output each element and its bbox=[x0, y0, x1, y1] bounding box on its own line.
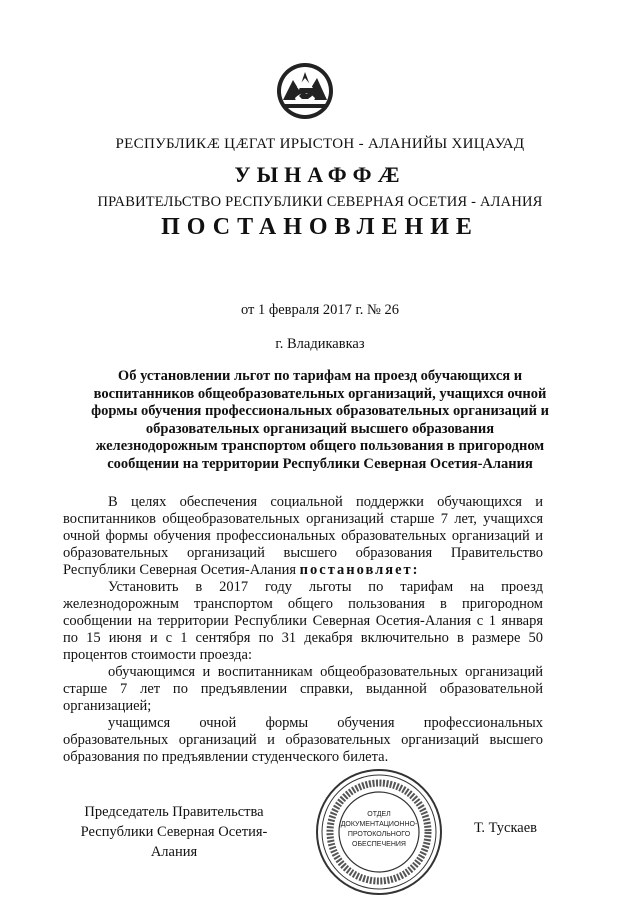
body-intro bbox=[63, 494, 543, 579]
body-paragraph-1: Установить в 2017 году льготы по тарифам на проезд железнодорожным транспортом общего пользования в пригородном сообщении на территории Республики Северная Осетия-Алания с 1 января по 15 июня и с 1 сентября по 31 декабря включительно в размере 50 процентов стоимости проезда: bbox=[63, 579, 543, 663]
stamp-line-3: ПРОТОКОЛЬНОГО bbox=[347, 831, 411, 838]
body-resolves: постановляет: bbox=[299, 562, 420, 578]
decree-title: ПОСТАНОВЛЕНИЕ bbox=[161, 214, 479, 240]
signatory-position bbox=[66, 802, 282, 862]
body-paragraph-2: обучающимся и воспитанникам общеобразовательных организаций старше 7 лет по предъявлении справки, выданной образовательной организацией; bbox=[63, 664, 543, 714]
decree-city: г. Владикавказ bbox=[275, 336, 365, 352]
stamp-line-1: ОТДЕЛ bbox=[367, 811, 391, 818]
decree-date-number: от 1 февраля 2017 г. № 26 bbox=[240, 302, 400, 318]
official-stamp-icon bbox=[313, 766, 445, 898]
signatory-position-line2: Республики Северная Осетия-Алания bbox=[80, 824, 268, 860]
coat-of-arms-icon bbox=[275, 58, 335, 124]
signatory-position-line1: Председатель Правительства bbox=[84, 804, 264, 820]
stamp-line-2: ДОКУМЕНТАЦИОННО- bbox=[340, 821, 418, 828]
stamp-line-4: ОБЕСПЕЧЕНИЯ bbox=[352, 841, 406, 848]
body-paragraph-3: учащимся очной формы обучения профессиональных образовательных организаций и образовательных организаций высшего образования по предъявлении студенческого билета. bbox=[63, 715, 543, 765]
header-ossetian-title: УЫНАФФӔ bbox=[234, 162, 406, 187]
body-intro-text: В целях обеспечения социальной поддержки обучающихся и воспитанников общеобразовательных организаций старше 7 лет, учащихся очной формы обучения профессиональных образовательных организаций и образовательных организаций высшего образования Правительство Республики Северная Осетия-Алания bbox=[63, 494, 543, 578]
decree-subject: Об установлении льгот по тарифам на проезд обучающихся и воспитанников общеобразовательных организаций, учащихся очной формы обучения профессиональных образовательных организаций и образовательных организаций высшего образования железнодорожным транспортом общего пользования в пригородном сообщении на территории Республики Северная Осетия-Алания bbox=[91, 368, 549, 472]
header-ossetian-line: РЕСПУБЛИКӔ ЦӔГАТ ИРЫСТОН - АЛАНИЙЫ ХИЦАУАД bbox=[115, 136, 525, 152]
header-russian-line: ПРАВИТЕЛЬСТВО РЕСПУБЛИКИ СЕВЕРНАЯ ОСЕТИЯ - АЛАНИЯ bbox=[97, 194, 543, 210]
decree-body bbox=[63, 494, 543, 766]
signatory-name: Т. Тускаев bbox=[474, 820, 538, 836]
